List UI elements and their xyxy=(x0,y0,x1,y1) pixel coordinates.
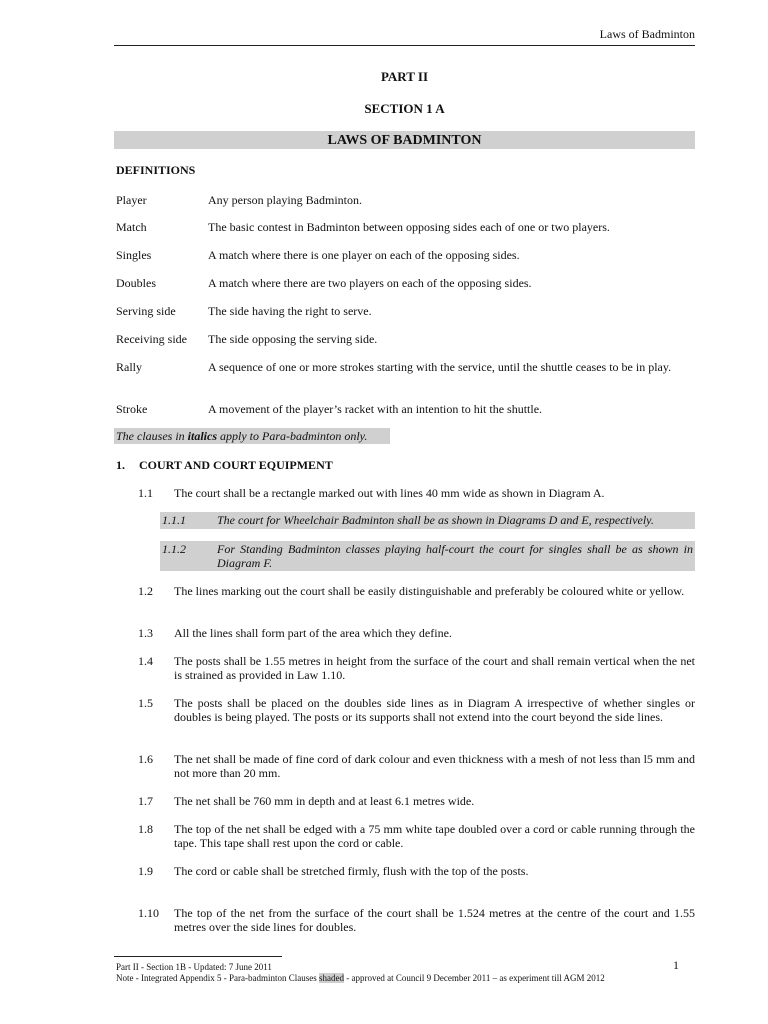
section-title: COURT AND COURT EQUIPMENT xyxy=(139,458,333,472)
def-term: Stroke xyxy=(116,402,148,416)
para-clause-box xyxy=(160,512,695,529)
def-term: Receiving side xyxy=(116,332,187,346)
footer-note-after: - approved at Council 9 December 2011 – as experiment till AGM 2012 xyxy=(343,973,605,983)
clause-number: 1.8 xyxy=(138,822,153,836)
header-rule xyxy=(114,45,695,46)
clause-text: The posts shall be placed on the doubles side lines as in Diagram A irrespective of whether singles or doubles is being played. The posts or its supports shall not extend into the court beyond the side lines. xyxy=(174,696,695,724)
footer-line-1: Part II - Section 1B - Updated: 7 June 2011 xyxy=(116,962,272,972)
clause-text: The top of the net from the surface of the court shall be 1.524 metres at the centre of the court and 1.55 metres over the side lines for doubles. xyxy=(174,906,695,934)
italics-note-after: apply to Para-badminton only. xyxy=(217,429,368,443)
clause-text: All the lines shall form part of the area which they define. xyxy=(174,626,452,640)
clause-number: 1.4 xyxy=(138,654,153,668)
clause-text: The court for Wheelchair Badminton shall be as shown in Diagrams D and E, respectively. xyxy=(217,513,654,527)
def-term: Singles xyxy=(116,248,152,262)
footer-note-before: Note - Integrated Appendix 5 - Para-badminton Clauses xyxy=(116,973,319,983)
section-heading: SECTION 1 A xyxy=(364,101,445,116)
clause-number: 1.5 xyxy=(138,696,153,710)
page-number: 1 xyxy=(673,958,679,972)
clause-text: The lines marking out the court shall be easily distinguishable and preferably be coloured white or yellow. xyxy=(174,584,685,598)
def-text: The side having the right to serve. xyxy=(208,304,372,318)
def-text: A match where there is one player on each of the opposing sides. xyxy=(208,248,520,262)
italics-note-bold: italics xyxy=(187,429,218,443)
def-text: The basic contest in Badminton between opposing sides each of one or two players. xyxy=(208,220,610,234)
clause-text: The court shall be a rectangle marked out with lines 40 mm wide as shown in Diagram A. xyxy=(174,486,605,500)
clause-text: The cord or cable shall be stretched firmly, flush with the top of the posts. xyxy=(174,864,529,878)
def-text: A sequence of one or more strokes starting with the service, until the shuttle ceases to be in play. xyxy=(208,360,672,374)
def-term: Match xyxy=(116,220,147,234)
clause-number: 1.1 xyxy=(138,486,153,500)
clause-text: The net shall be made of fine cord of dark colour and even thickness with a mesh of not less than l5 mm and not more than 20 mm. xyxy=(174,752,695,780)
footer-shaded-word: shaded xyxy=(318,973,344,983)
footer-line-2 xyxy=(116,973,605,983)
def-term: Rally xyxy=(116,360,142,374)
laws-title-bar: LAWS OF BADMINTON xyxy=(114,131,695,149)
part-heading: PART II xyxy=(380,69,429,84)
para-clause-box xyxy=(160,541,695,571)
clause-number: 1.10 xyxy=(138,906,159,920)
clause-number: 1.1.1 xyxy=(162,513,186,527)
def-text: Any person playing Badminton. xyxy=(208,193,362,207)
def-text: The side opposing the serving side. xyxy=(208,332,378,346)
clause-number: 1.9 xyxy=(138,864,153,878)
clause-text: The posts shall be 1.55 metres in height from the surface of the court and shall remain vertical when the net is strained as provided in Law 1.10. xyxy=(174,654,695,682)
italics-note xyxy=(114,428,390,444)
clause-number: 1.2 xyxy=(138,584,153,598)
def-term: Doubles xyxy=(116,276,156,290)
clause-text: The net shall be 760 mm in depth and at least 6.1 metres wide. xyxy=(174,794,475,808)
clause-number: 1.6 xyxy=(138,752,153,766)
clause-number: 1.3 xyxy=(138,626,153,640)
italics-note-before: The clauses in xyxy=(116,429,188,443)
clause-number: 1.7 xyxy=(138,794,153,808)
footer-rule xyxy=(114,956,282,957)
clause-text: For Standing Badminton classes playing half-court the court for singles shall be as shown in Diagram F. xyxy=(217,542,693,570)
def-term: Serving side xyxy=(116,304,176,318)
def-text: A movement of the player’s racket with an intention to hit the shuttle. xyxy=(208,402,543,416)
def-term: Player xyxy=(116,193,147,207)
section-number: 1. xyxy=(116,458,125,472)
definitions-heading: DEFINITIONS xyxy=(116,163,196,177)
running-header: Laws of Badminton xyxy=(599,27,695,41)
def-text: A match where there are two players on each of the opposing sides. xyxy=(208,276,532,290)
clause-number: 1.1.2 xyxy=(162,542,186,556)
clause-text: The top of the net shall be edged with a 75 mm white tape doubled over a cord or cable running through the tape. This tape shall rest upon the cord or cable. xyxy=(174,822,695,850)
